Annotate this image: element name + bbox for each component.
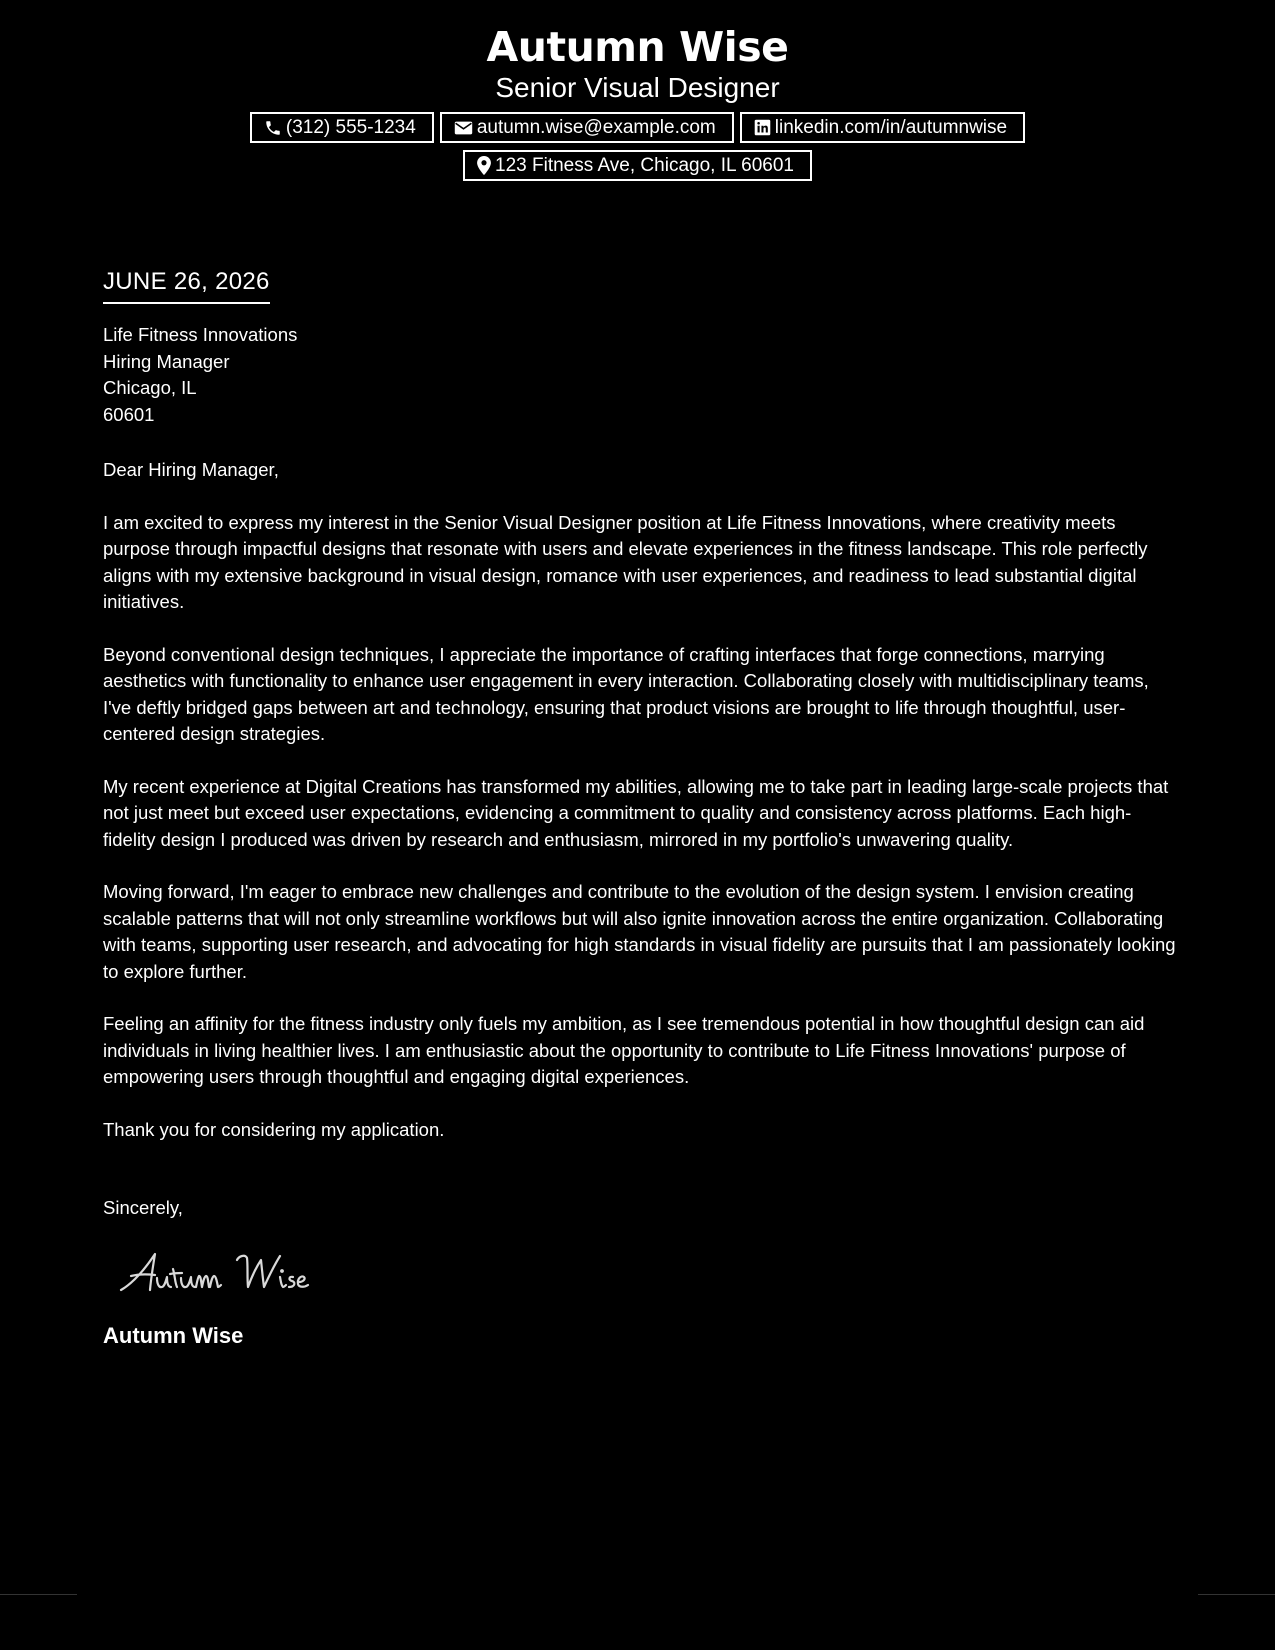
- recipient-zip: 60601: [103, 403, 155, 425]
- address-row: [0, 150, 1275, 181]
- phone-icon: [264, 119, 282, 137]
- body-paragraph: Feeling an affinity for the fitness industry only fuels my ambition, as I see tremendous potential in how thoughtful design can aid individuals in living healthier lives. I am enthusiastic about the opportunity to contribute to Life Fitness Innovations' purpose of empowering users through thoughtful and engaging digital experiences.: [103, 1013, 1145, 1087]
- body-paragraph: I am excited to express my interest in the Senior Visual Designer position at Life Fitness Innovations, where creativity meets purpose through impactful designs that resonate with users and elevate experiences in the fitness landscape. This role perfectly aligns with my extensive background in visual design, romance with user experiences, and readiness to lead substantial digital initiatives.: [103, 511, 1148, 612]
- address-chip[interactable]: [463, 150, 812, 181]
- footer-divider-left: [0, 1594, 77, 1595]
- linkedin-text: linkedin.com/in/autumnwise: [774, 117, 1008, 138]
- signer-name: Autumn Wise: [103, 1322, 244, 1348]
- email-text: autumn.wise@example.com: [476, 117, 716, 138]
- body-paragraph: Beyond conventional design techniques, I appreciate the importance of crafting interfaces that forge connections, marrying aesthetics with functionality to enhance user engagement in every interaction. Collaborating closely with multidisciplinary teams, I've deftly bridged gaps between art and technology, ensuring that product visions are brought to life through thoughtful, user-centered design strategies.: [103, 643, 1149, 744]
- recipient-attention: Hiring Manager: [103, 350, 230, 372]
- closing-line: Sincerely,: [103, 1197, 183, 1218]
- phone-text: (312) 555-1234: [285, 117, 416, 138]
- envelope-icon: [454, 120, 473, 136]
- contact-row: [0, 112, 1275, 143]
- linkedin-chip[interactable]: [740, 112, 1025, 143]
- letter-date: JUNE 26, 2026: [103, 266, 270, 304]
- letter-body: [103, 266, 1178, 1350]
- recipient-company: Life Fitness Innovations: [103, 324, 298, 345]
- recipient-block: [103, 322, 1178, 428]
- body-paragraph: My recent experience at Digital Creations has transformed my abilities, allowing me to take part in leading large-scale projects that not just meet but exceed user expectations, evidencing a commitment to quality and consistency across platforms. Each high-fidelity design I produced was driven by research and enthusiasm, mirrored in my portfolio's unwavering quality.: [103, 775, 1169, 850]
- phone-chip[interactable]: [250, 112, 434, 143]
- body-paragraph: Moving forward, I'm eager to embrace new challenges and contribute to the evolution of the design system. I envision creating scalable patterns that will not only streamline workflows but will also ignite innovation across the entire organization. Collaborating with teams, supporting user research, and advocating for high standards in visual fidelity are pursuits that I am passionately looking to explore further.: [103, 881, 1176, 982]
- applicant-title: Senior Visual Designer: [495, 72, 780, 103]
- thanks-line: Thank you for considering my application.: [103, 1118, 445, 1140]
- handwritten-signature: [117, 1246, 357, 1300]
- email-chip[interactable]: [440, 112, 734, 143]
- linkedin-icon: [754, 119, 771, 136]
- recipient-city-state: Chicago, IL: [103, 377, 197, 398]
- letter-header: [0, 22, 1275, 181]
- salutation: Dear Hiring Manager,: [103, 459, 279, 480]
- footer-divider-right: [1198, 1594, 1275, 1595]
- map-marker-icon: [477, 156, 491, 175]
- applicant-name: Autumn Wise: [486, 23, 789, 71]
- address-text: 123 Fitness Ave, Chicago, IL 60601: [495, 155, 794, 176]
